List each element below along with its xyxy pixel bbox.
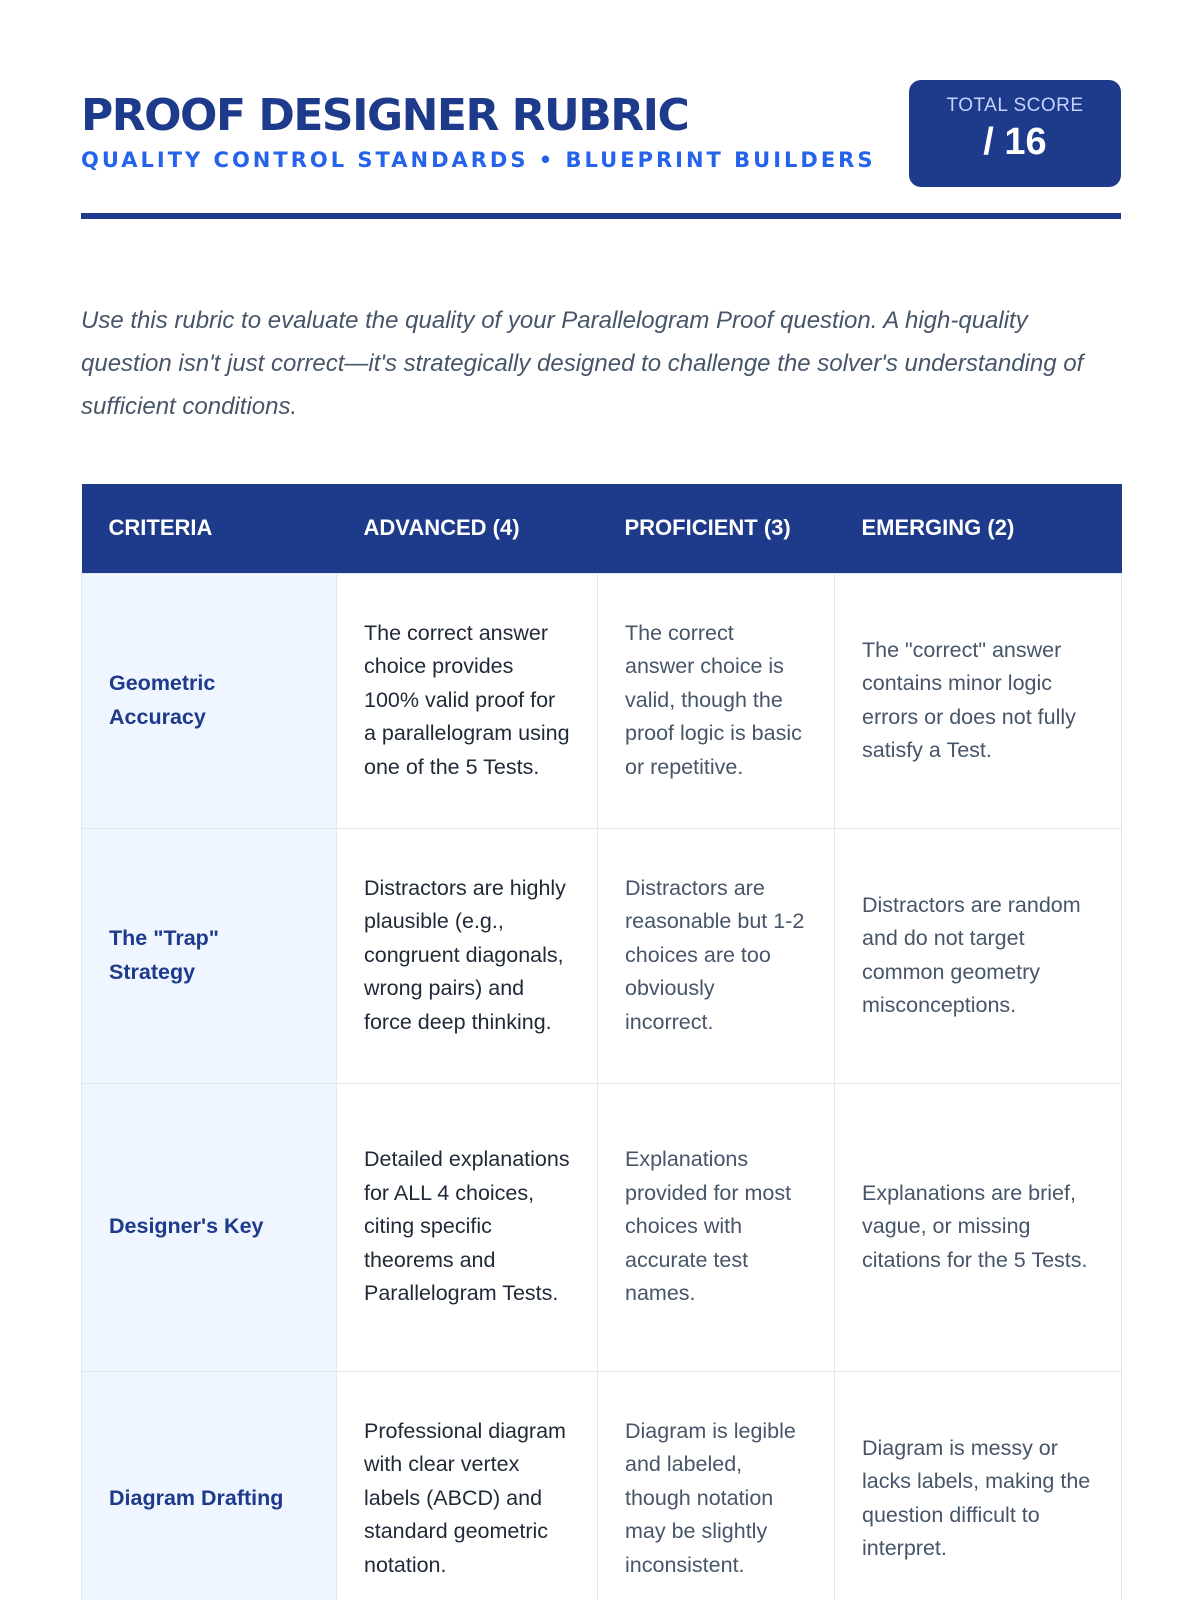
header-criteria: CRITERIA (82, 484, 337, 573)
criteria-cell: Designer's Key (82, 1083, 337, 1371)
table-row (82, 1083, 1122, 1371)
header-advanced: ADVANCED (4) (337, 484, 598, 573)
criteria-cell: Geometric Accuracy (82, 573, 337, 828)
table-row (82, 573, 1122, 828)
advanced-cell: The correct answer choice provides 100% valid proof for a parallelogram using one of the 5 Tests. (337, 573, 598, 828)
emerging-cell: Explanations are brief, vague, or missing citations for the 5 Tests. (835, 1083, 1122, 1371)
page-title: PROOF DESIGNER RUBRIC (81, 90, 689, 141)
table-header-row (82, 484, 1122, 573)
advanced-cell: Detailed explanations for ALL 4 choices, citing specific theorems and Parallelogram Tests. (337, 1083, 598, 1371)
header (81, 80, 1121, 220)
table-row (82, 1371, 1122, 1600)
emerging-cell: Diagram is messy or lacks labels, making the question difficult to interpret. (835, 1371, 1122, 1600)
proficient-cell: Distractors are reasonable but 1-2 choices are too obviously incorrect. (598, 828, 835, 1083)
rubric-table (81, 484, 1122, 1600)
total-score-label: TOTAL SCORE (946, 95, 1084, 116)
emerging-cell: Distractors are random and do not target common geometry misconceptions. (835, 828, 1122, 1083)
proficient-cell: Diagram is legible and labeled, though notation may be slightly inconsistent. (598, 1371, 835, 1600)
advanced-cell: Distractors are highly plausible (e.g., congruent diagonals, wrong pairs) and force deep thinking. (337, 828, 598, 1083)
advanced-cell: Professional diagram with clear vertex labels (ABCD) and standard geometric notation. (337, 1371, 598, 1600)
criteria-cell: The "Trap" Strategy (82, 828, 337, 1083)
header-emerging: EMERGING (2) (835, 484, 1122, 573)
page-subtitle: QUALITY CONTROL STANDARDS • BLUEPRINT BUILDERS (81, 148, 876, 172)
table-row (82, 828, 1122, 1083)
criteria-cell: Diagram Drafting (82, 1371, 337, 1600)
total-score-value: / 16 (983, 121, 1047, 163)
intro-text: Use this rubric to evaluate the quality of your Parallelogram Proof question. A high-quality question isn't just correct—it's strategically designed to challenge the solver's understanding of sufficient conditions. (81, 307, 1084, 420)
proficient-cell: Explanations provided for most choices with accurate test names. (598, 1083, 835, 1371)
header-proficient: PROFICIENT (3) (598, 484, 835, 573)
emerging-cell: The "correct" answer contains minor logic errors or does not fully satisfy a Test. (835, 573, 1122, 828)
proficient-cell: The correct answer choice is valid, though the proof logic is basic or repetitive. (598, 573, 835, 828)
header-divider (81, 213, 1121, 219)
total-score-box (909, 80, 1121, 187)
